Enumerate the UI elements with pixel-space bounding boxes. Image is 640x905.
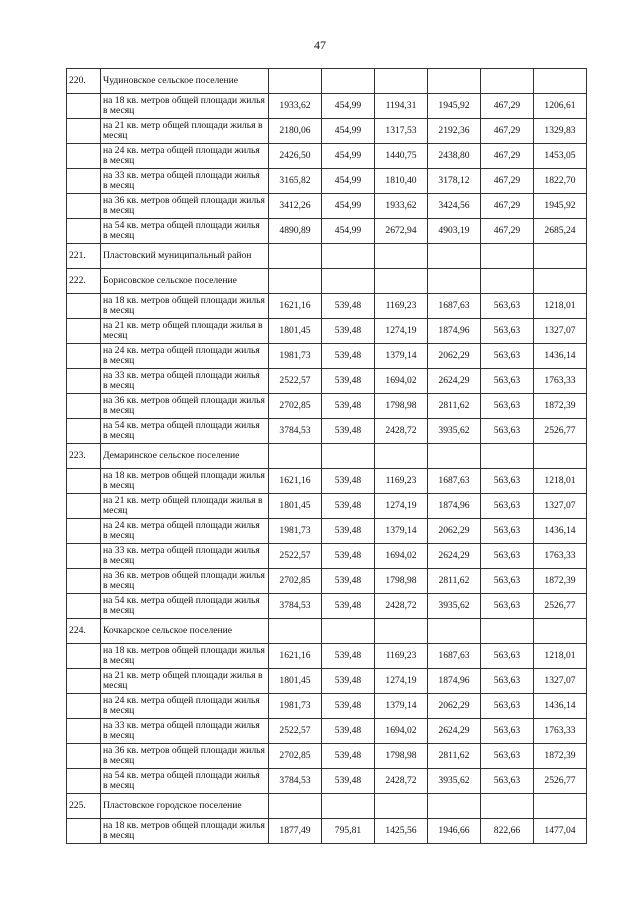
value-cell: 3784,53 [269, 594, 322, 619]
row-number-cell [67, 294, 101, 319]
row-number-cell: 225. [67, 794, 101, 819]
value-cell [428, 69, 481, 94]
value-cell: 1798,98 [375, 569, 428, 594]
value-cell [322, 244, 375, 269]
row-name-cell: на 54 кв. метра общей площади жилья в месяц [101, 219, 269, 244]
value-cell: 2702,85 [269, 394, 322, 419]
value-cell: 1687,63 [428, 469, 481, 494]
row-name-cell: Чудиновское сельское поселение [101, 69, 269, 94]
value-cell: 2062,29 [428, 694, 481, 719]
value-cell: 2438,80 [428, 144, 481, 169]
value-cell: 467,29 [481, 194, 534, 219]
table-row [67, 694, 587, 719]
row-number-cell [67, 169, 101, 194]
value-cell: 2522,57 [269, 369, 322, 394]
value-cell: 1981,73 [269, 519, 322, 544]
value-cell [481, 444, 534, 469]
value-cell: 454,99 [322, 219, 375, 244]
value-cell: 2672,94 [375, 219, 428, 244]
value-cell: 1798,98 [375, 744, 428, 769]
table-row [67, 469, 587, 494]
value-cell: 1687,63 [428, 294, 481, 319]
row-number-cell [67, 744, 101, 769]
row-number-cell [67, 394, 101, 419]
table-group-row [67, 69, 587, 94]
value-cell: 1327,07 [534, 669, 587, 694]
value-cell: 2624,29 [428, 544, 481, 569]
value-cell: 3935,62 [428, 419, 481, 444]
row-number-cell [67, 569, 101, 594]
row-number-cell: 220. [67, 69, 101, 94]
row-name-cell: на 33 кв. метра общей площади жилья в месяц [101, 719, 269, 744]
value-cell: 1379,14 [375, 694, 428, 719]
value-cell: 563,63 [481, 394, 534, 419]
value-cell [481, 619, 534, 644]
value-cell [322, 794, 375, 819]
table-row [67, 494, 587, 519]
value-cell [481, 269, 534, 294]
value-cell: 539,48 [322, 669, 375, 694]
value-cell: 1206,61 [534, 94, 587, 119]
value-cell: 1945,92 [534, 194, 587, 219]
value-cell [481, 794, 534, 819]
value-cell: 539,48 [322, 694, 375, 719]
value-cell: 563,63 [481, 569, 534, 594]
value-cell: 1694,02 [375, 719, 428, 744]
value-cell: 1798,98 [375, 394, 428, 419]
row-number-cell [67, 819, 101, 844]
value-cell [534, 444, 587, 469]
value-cell: 3424,56 [428, 194, 481, 219]
value-cell [375, 69, 428, 94]
value-cell: 563,63 [481, 494, 534, 519]
value-cell [428, 244, 481, 269]
table-group-row [67, 269, 587, 294]
value-cell: 1327,07 [534, 319, 587, 344]
value-cell: 1801,45 [269, 494, 322, 519]
value-cell: 2624,29 [428, 719, 481, 744]
value-cell: 1687,63 [428, 644, 481, 669]
value-cell: 563,63 [481, 694, 534, 719]
value-cell [269, 794, 322, 819]
table-row [67, 369, 587, 394]
value-cell: 539,48 [322, 644, 375, 669]
value-cell: 2811,62 [428, 394, 481, 419]
value-cell: 1317,53 [375, 119, 428, 144]
row-name-cell: на 18 кв. метров общей площади жилья в месяц [101, 819, 269, 844]
value-cell: 1874,96 [428, 494, 481, 519]
row-number-cell [67, 544, 101, 569]
row-number-cell [67, 344, 101, 369]
value-cell: 2428,72 [375, 769, 428, 794]
value-cell: 4890,89 [269, 219, 322, 244]
value-cell: 1169,23 [375, 644, 428, 669]
value-cell: 2526,77 [534, 769, 587, 794]
table-row [67, 519, 587, 544]
value-cell: 1694,02 [375, 369, 428, 394]
value-cell: 1763,33 [534, 719, 587, 744]
row-name-cell: на 36 кв. метров общей площади жилья в месяц [101, 394, 269, 419]
value-cell: 1274,19 [375, 319, 428, 344]
value-cell: 2428,72 [375, 594, 428, 619]
table-row [67, 394, 587, 419]
value-cell: 539,48 [322, 744, 375, 769]
row-number-cell [67, 519, 101, 544]
value-cell: 1327,07 [534, 494, 587, 519]
value-cell: 1194,31 [375, 94, 428, 119]
value-cell: 2180,06 [269, 119, 322, 144]
row-number-cell [67, 719, 101, 744]
value-cell: 2624,29 [428, 369, 481, 394]
value-cell: 1436,14 [534, 519, 587, 544]
value-cell: 2526,77 [534, 594, 587, 619]
value-cell: 1872,39 [534, 569, 587, 594]
row-name-cell: на 54 кв. метра общей площади жилья в месяц [101, 419, 269, 444]
row-name-cell: Демаринское сельское поселение [101, 444, 269, 469]
value-cell: 822,66 [481, 819, 534, 844]
row-name-cell: на 21 кв. метр общей площади жилья в месяц [101, 669, 269, 694]
value-cell: 1872,39 [534, 394, 587, 419]
table-row [67, 594, 587, 619]
value-cell: 1933,62 [269, 94, 322, 119]
value-cell [375, 244, 428, 269]
table-row [67, 644, 587, 669]
row-name-cell: на 21 кв. метр общей площади жилья в месяц [101, 494, 269, 519]
value-cell: 2428,72 [375, 419, 428, 444]
table-row [67, 194, 587, 219]
row-name-cell: Пластовский муниципальный район [101, 244, 269, 269]
value-cell: 1440,75 [375, 144, 428, 169]
value-cell: 2702,85 [269, 569, 322, 594]
value-cell [534, 244, 587, 269]
value-cell: 563,63 [481, 344, 534, 369]
value-cell: 563,63 [481, 369, 534, 394]
value-cell: 1946,66 [428, 819, 481, 844]
row-name-cell: на 33 кв. метра общей площади жилья в месяц [101, 169, 269, 194]
value-cell: 3165,82 [269, 169, 322, 194]
value-cell: 563,63 [481, 769, 534, 794]
value-cell [269, 69, 322, 94]
value-cell: 795,81 [322, 819, 375, 844]
row-number-cell [67, 644, 101, 669]
value-cell [534, 69, 587, 94]
value-cell: 1379,14 [375, 344, 428, 369]
value-cell: 539,48 [322, 519, 375, 544]
row-number-cell: 224. [67, 619, 101, 644]
row-name-cell: на 24 кв. метра общей площади жилья в месяц [101, 344, 269, 369]
value-cell [428, 269, 481, 294]
row-name-cell: на 36 кв. метров общей площади жилья в месяц [101, 744, 269, 769]
value-cell: 1877,49 [269, 819, 322, 844]
row-number-cell [67, 594, 101, 619]
value-cell: 1218,01 [534, 294, 587, 319]
value-cell: 467,29 [481, 169, 534, 194]
row-name-cell: на 36 кв. метров общей площади жилья в месяц [101, 569, 269, 594]
value-cell: 1436,14 [534, 694, 587, 719]
value-cell [269, 619, 322, 644]
value-cell: 1169,23 [375, 469, 428, 494]
value-cell: 1981,73 [269, 694, 322, 719]
value-cell: 454,99 [322, 169, 375, 194]
value-cell: 539,48 [322, 319, 375, 344]
value-cell: 1218,01 [534, 644, 587, 669]
value-cell: 1274,19 [375, 494, 428, 519]
row-name-cell: на 24 кв. метра общей площади жилья в месяц [101, 694, 269, 719]
table-row [67, 219, 587, 244]
table-row [67, 144, 587, 169]
row-name-cell: на 18 кв. метров общей площади жилья в месяц [101, 294, 269, 319]
value-cell: 563,63 [481, 319, 534, 344]
row-number-cell [67, 469, 101, 494]
value-cell: 467,29 [481, 219, 534, 244]
value-cell: 563,63 [481, 544, 534, 569]
value-cell: 2522,57 [269, 544, 322, 569]
row-number-cell [67, 219, 101, 244]
value-cell: 1425,56 [375, 819, 428, 844]
value-cell: 563,63 [481, 594, 534, 619]
table-row [67, 419, 587, 444]
value-cell: 467,29 [481, 119, 534, 144]
row-number-cell: 223. [67, 444, 101, 469]
value-cell: 1621,16 [269, 469, 322, 494]
value-cell: 1436,14 [534, 344, 587, 369]
value-cell: 2702,85 [269, 744, 322, 769]
table-row [67, 294, 587, 319]
row-number-cell: 222. [67, 269, 101, 294]
value-cell: 2526,77 [534, 419, 587, 444]
value-cell: 563,63 [481, 294, 534, 319]
value-cell: 1763,33 [534, 369, 587, 394]
row-number-cell [67, 419, 101, 444]
table-row [67, 669, 587, 694]
value-cell: 539,48 [322, 594, 375, 619]
row-name-cell: на 33 кв. метра общей площади жилья в месяц [101, 544, 269, 569]
value-cell: 3784,53 [269, 769, 322, 794]
table-row [67, 169, 587, 194]
row-name-cell: Пластовское городское поселение [101, 794, 269, 819]
value-cell: 2522,57 [269, 719, 322, 744]
table-row [67, 744, 587, 769]
value-cell [481, 244, 534, 269]
value-cell [322, 619, 375, 644]
value-cell: 563,63 [481, 469, 534, 494]
row-number-cell [67, 694, 101, 719]
value-cell [481, 69, 534, 94]
row-number-cell [67, 144, 101, 169]
value-cell [534, 794, 587, 819]
value-cell: 2426,50 [269, 144, 322, 169]
value-cell: 1763,33 [534, 544, 587, 569]
table-row [67, 344, 587, 369]
tariff-table [66, 68, 587, 844]
row-number-cell: 221. [67, 244, 101, 269]
row-number-cell [67, 494, 101, 519]
value-cell: 1329,83 [534, 119, 587, 144]
value-cell: 563,63 [481, 719, 534, 744]
value-cell: 3784,53 [269, 419, 322, 444]
value-cell: 539,48 [322, 569, 375, 594]
value-cell: 1822,70 [534, 169, 587, 194]
value-cell [428, 794, 481, 819]
row-number-cell [67, 669, 101, 694]
value-cell: 1933,62 [375, 194, 428, 219]
value-cell [322, 69, 375, 94]
value-cell: 1477,04 [534, 819, 587, 844]
row-name-cell: на 54 кв. метра общей площади жилья в месяц [101, 594, 269, 619]
value-cell: 1621,16 [269, 644, 322, 669]
value-cell: 539,48 [322, 294, 375, 319]
value-cell: 539,48 [322, 719, 375, 744]
row-name-cell: на 18 кв. метров общей площади жилья в месяц [101, 94, 269, 119]
table-row [67, 719, 587, 744]
value-cell: 563,63 [481, 519, 534, 544]
value-cell: 1621,16 [269, 294, 322, 319]
table-row [67, 819, 587, 844]
row-name-cell: на 18 кв. метров общей площади жилья в месяц [101, 469, 269, 494]
value-cell: 563,63 [481, 644, 534, 669]
value-cell: 1874,96 [428, 319, 481, 344]
value-cell: 1874,96 [428, 669, 481, 694]
value-cell: 454,99 [322, 144, 375, 169]
row-number-cell [67, 319, 101, 344]
row-number-cell [67, 769, 101, 794]
value-cell: 539,48 [322, 469, 375, 494]
value-cell [269, 269, 322, 294]
value-cell: 1379,14 [375, 519, 428, 544]
value-cell [269, 444, 322, 469]
value-cell [534, 619, 587, 644]
value-cell: 454,99 [322, 119, 375, 144]
value-cell: 2062,29 [428, 519, 481, 544]
value-cell: 2811,62 [428, 744, 481, 769]
table-group-row [67, 619, 587, 644]
value-cell [534, 269, 587, 294]
row-name-cell: Борисовское сельское поселение [101, 269, 269, 294]
table-row [67, 319, 587, 344]
value-cell: 539,48 [322, 344, 375, 369]
value-cell [322, 269, 375, 294]
value-cell: 3412,26 [269, 194, 322, 219]
value-cell: 539,48 [322, 369, 375, 394]
table-row [67, 569, 587, 594]
value-cell: 539,48 [322, 394, 375, 419]
table-row [67, 769, 587, 794]
value-cell: 1274,19 [375, 669, 428, 694]
value-cell: 2811,62 [428, 569, 481, 594]
row-number-cell [67, 119, 101, 144]
row-name-cell: Кочкарское сельское поселение [101, 619, 269, 644]
value-cell: 1801,45 [269, 669, 322, 694]
value-cell: 3935,62 [428, 594, 481, 619]
row-number-cell [67, 94, 101, 119]
table-row [67, 119, 587, 144]
page-number: 47 [314, 38, 326, 52]
value-cell: 1694,02 [375, 544, 428, 569]
table-group-row [67, 444, 587, 469]
value-cell: 467,29 [481, 94, 534, 119]
value-cell [375, 619, 428, 644]
value-cell [375, 794, 428, 819]
value-cell: 539,48 [322, 544, 375, 569]
value-cell: 1872,39 [534, 744, 587, 769]
row-name-cell: на 33 кв. метра общей площади жилья в месяц [101, 369, 269, 394]
table-group-row [67, 244, 587, 269]
value-cell: 1453,05 [534, 144, 587, 169]
value-cell: 563,63 [481, 669, 534, 694]
row-number-cell [67, 369, 101, 394]
value-cell: 1945,92 [428, 94, 481, 119]
row-name-cell: на 36 кв. метров общей площади жилья в месяц [101, 194, 269, 219]
value-cell: 1801,45 [269, 319, 322, 344]
table-row [67, 94, 587, 119]
value-cell: 539,48 [322, 419, 375, 444]
row-name-cell: на 24 кв. метра общей площади жилья в месяц [101, 519, 269, 544]
value-cell: 2062,29 [428, 344, 481, 369]
value-cell: 454,99 [322, 194, 375, 219]
value-cell [428, 619, 481, 644]
value-cell: 1218,01 [534, 469, 587, 494]
value-cell: 467,29 [481, 144, 534, 169]
row-number-cell [67, 194, 101, 219]
value-cell: 2192,36 [428, 119, 481, 144]
value-cell [269, 244, 322, 269]
row-name-cell: на 21 кв. метр общей площади жилья в месяц [101, 319, 269, 344]
value-cell: 1810,40 [375, 169, 428, 194]
value-cell: 2685,24 [534, 219, 587, 244]
table-body [67, 69, 587, 844]
table-row [67, 544, 587, 569]
value-cell: 4903,19 [428, 219, 481, 244]
value-cell: 539,48 [322, 769, 375, 794]
value-cell: 563,63 [481, 419, 534, 444]
value-cell: 539,48 [322, 494, 375, 519]
row-name-cell: на 21 кв. метр общей площади жилья в месяц [101, 119, 269, 144]
value-cell [428, 444, 481, 469]
row-name-cell: на 18 кв. метров общей площади жилья в месяц [101, 644, 269, 669]
value-cell [375, 444, 428, 469]
value-cell: 1169,23 [375, 294, 428, 319]
value-cell [322, 444, 375, 469]
value-cell: 563,63 [481, 744, 534, 769]
row-name-cell: на 24 кв. метра общей площади жилья в месяц [101, 144, 269, 169]
value-cell: 3935,62 [428, 769, 481, 794]
row-name-cell: на 54 кв. метра общей площади жилья в месяц [101, 769, 269, 794]
value-cell: 454,99 [322, 94, 375, 119]
table-group-row [67, 794, 587, 819]
value-cell: 3178,12 [428, 169, 481, 194]
value-cell [375, 269, 428, 294]
value-cell: 1981,73 [269, 344, 322, 369]
